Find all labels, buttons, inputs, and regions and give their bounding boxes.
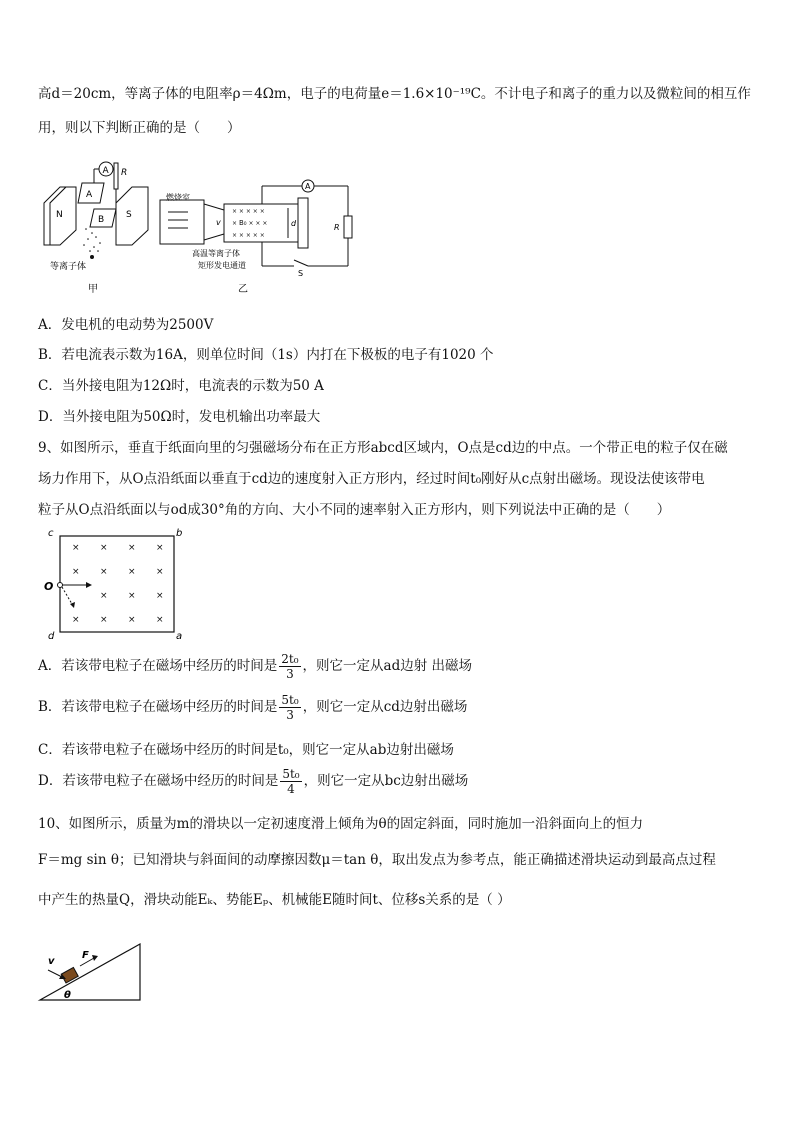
q8-option-b: B．若电流表示数为16A，则单位时间（1s）内打在下极板的电子有1020 个 [38,347,494,363]
q8-right-v-label: v [216,218,221,227]
q10-figure [36,940,146,1005]
q8-right-R-label: R [334,223,340,232]
q9-option-d: D．若该带电粒子在磁场中经历的时间是 $\frac{\text{5t₀}}{4}$ ，则它一定从bc边射出磁场 [38,767,469,796]
q8-right-plasma-label: 高温等离子体 [192,249,240,258]
q8-left-plate-A: A [86,190,93,200]
q10-stem-line1: 10、如图所示，质量为m的滑块以一定初速度滑上倾角为θ的固定斜面，同时施加一沿斜面向上的恒力 [38,816,644,832]
q8-right-switch-label: S [298,269,304,278]
q8-right-B0-label: B₀ [238,219,247,227]
q8-right-chamber-label: 燃烧室 [166,193,190,202]
q8-stem-line2: 用，则以下判断正确的是（ ） [38,120,241,136]
q9-option-c: C．若该带电粒子在磁场中经历的时间是t₀，则它一定从ab边射出磁场 [38,742,454,758]
q8-left-plasma-label: 等离子体 [50,262,87,272]
q9-label-O: O [44,580,54,593]
svg-text:×: × [156,567,164,577]
svg-text:× × × × ×: × × × × × [232,232,265,239]
svg-text:×: × [72,543,80,553]
q8-left-ammeter-label: A [102,166,109,176]
svg-text:×: × [156,543,164,553]
svg-text:×: × [100,543,108,553]
q8-option-a: A．发电机的电动势为2500V [38,317,214,333]
q8-left-magnet-S: S [126,210,132,220]
q10-stem-line2: F＝mg sin θ；已知滑块与斜面间的动摩擦因数μ＝tan θ，取出发点为参考点，能正确描述滑块运动到最高点过程 [38,852,716,868]
q8-stem-line1: 高d＝20cm，等离子体的电阻率ρ＝4Ωm，电子的电荷量e＝1.6×10⁻¹⁹C。不计电子和离子的重力以及微粒间的相互作 [38,86,751,102]
q9-option-b: B．若该带电粒子在磁场中经历的时间是 $\frac{\text{5t₀}}{3}$ ，则它一定从cd边射出磁场 [38,693,468,722]
svg-text:×: × [156,615,164,625]
q9-label-d: d [48,631,55,642]
svg-text:×: × [128,543,136,553]
q10-v-label: v [48,956,55,967]
q8-right-d-label: d [291,219,297,228]
q9-label-b: b [176,528,183,539]
q9-label-a: a [176,631,183,642]
q8-option-c: C．当外接电阻为12Ω时，电流表的示数为50 A [38,378,324,394]
svg-text:×: × [128,591,136,601]
svg-text:×: × [128,615,136,625]
svg-text:×: × [156,591,164,601]
q10-stem-line3: 中产生的热量Q，滑块动能Eₖ、势能Eₚ、机械能E随时间t、位移s关系的是（ ） [38,892,511,908]
q9-label-c: c [48,528,54,539]
q8-option-d: D．当外接电阻为50Ω时，发电机输出功率最大 [38,409,321,425]
q10-theta-label: θ [64,990,71,1001]
svg-text:×: × [72,567,80,577]
svg-text:× × × × ×: × × × × × [232,208,265,215]
q8-right-ammeter-label: A [305,182,311,191]
q8-left-caption: 甲 [88,284,98,295]
q8-left-magnet-N: N [56,210,63,220]
q9-stem-line3: 粒子从O点沿纸面以与od成30°角的方向、大小不同的速率射入正方形内，则下列说法中正确的是（ ） [38,502,671,518]
q10-F-label: F [82,950,89,961]
svg-text:×: × [72,615,80,625]
svg-text:×: × [100,567,108,577]
q8-right-channel-label: 矩形发电通道 [198,261,246,270]
q8-figure-right [158,178,358,296]
q8-figure-left [36,155,156,295]
q8-left-R-label: R [121,168,128,178]
svg-text:×: × [100,591,108,601]
q8-right-caption: 乙 [238,284,248,295]
svg-text:×: × [100,615,108,625]
q9-stem-line2: 场力作用下，从O点沿纸面以垂直于cd边的速度射入正方形内，经过时间t₀刚好从c点射出磁场。现设法使该带电 [38,471,705,487]
q8-left-plate-B: B [98,215,105,225]
svg-text:×: × [128,567,136,577]
svg-text:× B₀ × × ×: × B₀ × × × [232,219,268,227]
q9-option-a: A．若该带电粒子在磁场中经历的时间是 $\frac{\text{2t₀}}{3}$ ，则它一定从ad边射 出磁场 [38,652,473,681]
q9-stem-line1: 9、如图所示，垂直于纸面向里的匀强磁场分布在正方形abcd区域内，O点是cd边的中点。一个带正电的粒子仅在磁 [38,440,728,456]
q9-figure [40,524,190,644]
